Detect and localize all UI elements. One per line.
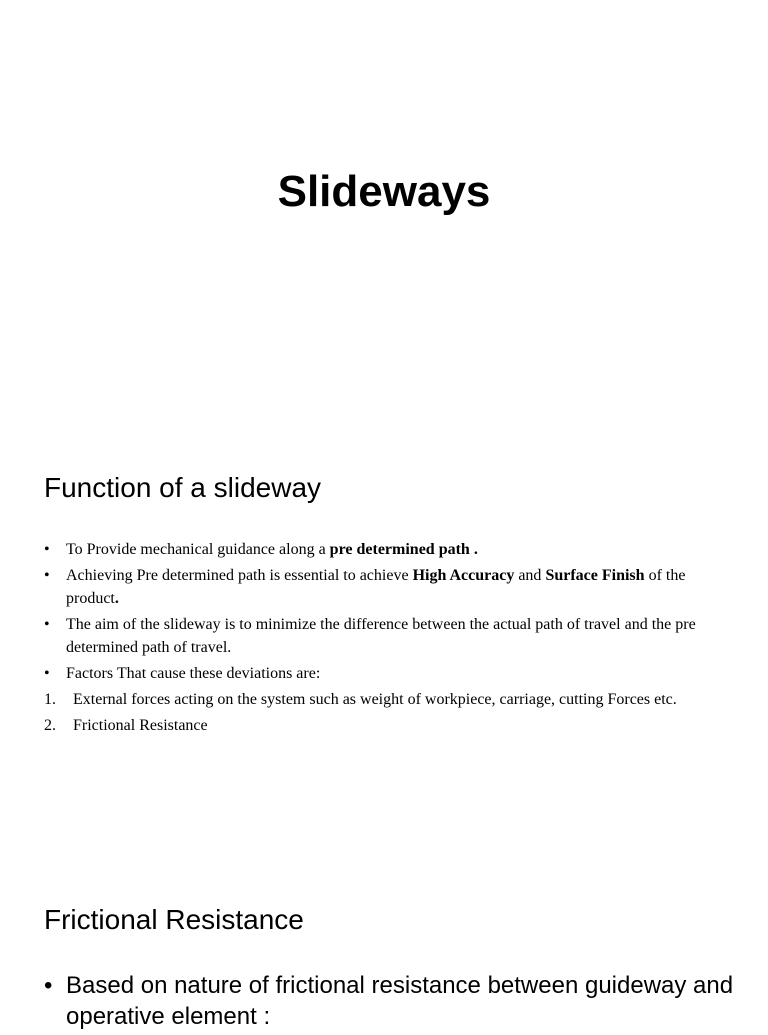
function-list <box>44 538 734 740</box>
list-item <box>44 564 734 610</box>
bullet-marker: • <box>44 616 50 633</box>
numbered-item <box>44 688 734 711</box>
bullet-marker: • <box>44 665 50 682</box>
list-item <box>44 970 734 1032</box>
slide-title: Slideways <box>277 167 491 216</box>
item-text-bold: pre determined path . <box>329 541 478 558</box>
number-marker: 2. <box>44 717 56 734</box>
bullet-marker: • <box>44 541 50 558</box>
item-text: Based on nature of frictional resistance between guideway and operative element : <box>66 972 734 1030</box>
list-item <box>44 538 734 561</box>
item-text-bold: High Accuracy <box>412 567 515 584</box>
list-item <box>44 613 734 659</box>
frictional-resistance-list <box>44 970 734 1035</box>
item-text: Factors That cause these deviations are: <box>66 665 321 682</box>
numbered-item <box>44 714 734 737</box>
list-item <box>44 662 734 685</box>
item-text: The aim of the slideway is to minimize the difference between the actual path of travel and the pre determined path of travel. <box>66 616 696 656</box>
bullet-marker: • <box>44 567 50 584</box>
section-heading-frictional-resistance: Frictional Resistance <box>44 904 304 935</box>
item-text: Achieving Pre determined path is essential to achieve <box>66 567 413 584</box>
item-text: and <box>514 567 546 584</box>
item-text: Frictional Resistance <box>73 717 208 734</box>
number-marker: 1. <box>44 691 56 708</box>
item-text: To Provide mechanical guidance along a <box>66 541 330 558</box>
section-heading-function: Function of a slideway <box>44 472 322 503</box>
item-text: of the product <box>66 567 686 607</box>
item-text-bold: . <box>114 590 119 607</box>
item-text: External forces acting on the system such as weight of workpiece, carriage, cutting Forces etc. <box>73 691 677 708</box>
bullet-marker: • <box>44 972 53 999</box>
item-text-bold: Surface Finish <box>545 567 645 584</box>
